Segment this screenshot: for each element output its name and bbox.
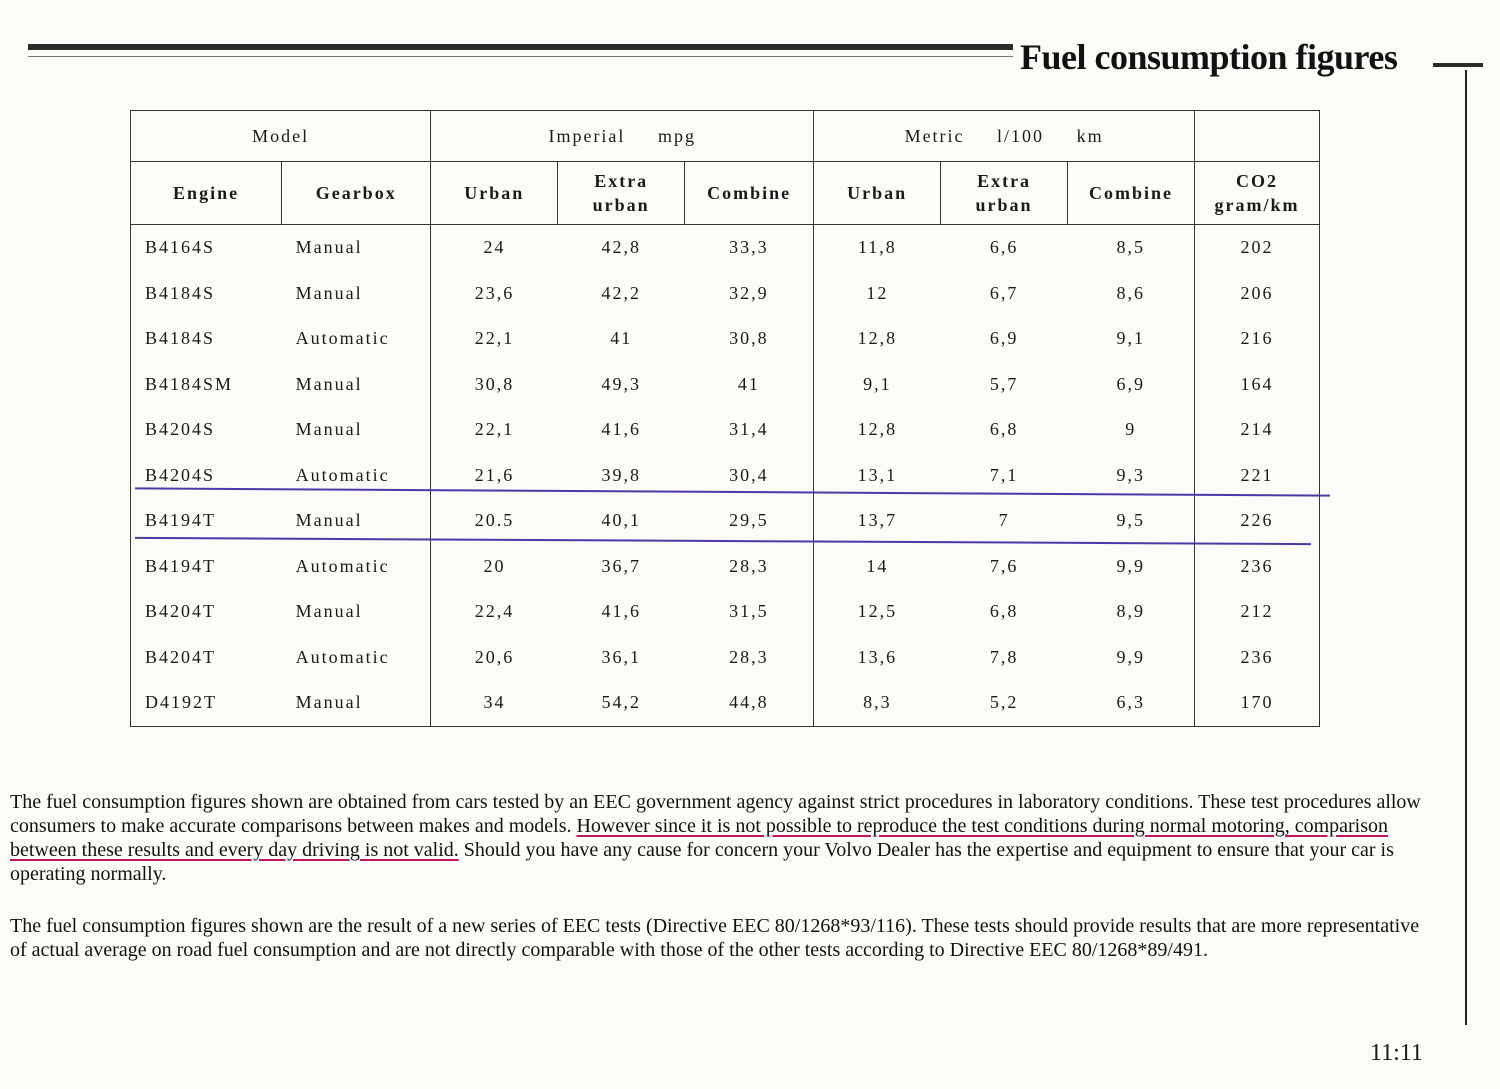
cell-metric-urban: 13,6 bbox=[814, 635, 941, 681]
cell-gearbox: Manual bbox=[295, 237, 363, 258]
cell-co2: 206 bbox=[1195, 271, 1320, 317]
cell-metric-extra-urban: 6,9 bbox=[989, 328, 1019, 349]
cell-imperial-extra-urban: 41,6 bbox=[601, 419, 641, 440]
page-title: Fuel consumption figures bbox=[1020, 37, 1398, 77]
imperial-urban-header: Urban bbox=[431, 162, 558, 225]
cell-imperial-urban: 30,8 bbox=[431, 362, 558, 408]
cell-gearbox: Manual bbox=[295, 419, 363, 440]
table-row bbox=[131, 407, 1320, 453]
cell-metric-extra-urban: 7,1 bbox=[989, 464, 1019, 485]
cell-co2: 170 bbox=[1195, 680, 1320, 726]
cell-metric-urban: 12,5 bbox=[814, 589, 941, 635]
cell-metric-urban: 8,3 bbox=[814, 680, 941, 726]
header-rule-thin bbox=[28, 56, 1013, 57]
cell-imperial-urban: 22,4 bbox=[431, 589, 558, 635]
cell-gearbox: Automatic bbox=[295, 555, 390, 576]
cell-imperial-combine: 31,4 bbox=[729, 419, 769, 440]
cell-engine: B4164S bbox=[131, 225, 282, 271]
table-row bbox=[131, 271, 1320, 317]
cell-metric-combine: 6,3 bbox=[1068, 680, 1195, 726]
cell-engine: D4192T bbox=[131, 680, 282, 726]
gearbox-header: Gearbox bbox=[282, 162, 431, 225]
cell-co2: 221 bbox=[1195, 453, 1320, 499]
cell-metric-extra-urban: 7,8 bbox=[989, 646, 1019, 667]
cell-gearbox: Automatic bbox=[295, 646, 390, 667]
cell-imperial-extra-urban: 36,1 bbox=[601, 646, 641, 667]
cell-metric-extra-urban: 6,7 bbox=[989, 282, 1019, 303]
table-row bbox=[131, 225, 1320, 271]
group-imperial-header: Imperial mpg bbox=[431, 111, 814, 162]
cell-gearbox: Automatic bbox=[295, 464, 390, 485]
cell-imperial-extra-urban: 40,1 bbox=[601, 510, 641, 531]
metric-combine-header: Combine bbox=[1068, 162, 1195, 225]
cell-imperial-urban: 20,6 bbox=[431, 635, 558, 681]
cell-metric-combine: 9,9 bbox=[1116, 555, 1146, 576]
cell-metric-extra-urban: 5,7 bbox=[989, 373, 1019, 394]
cell-imperial-urban: 20 bbox=[431, 544, 558, 590]
cell-imperial-urban: 34 bbox=[431, 680, 558, 726]
cell-metric-combine: 9,1 bbox=[1116, 328, 1146, 349]
cell-co2: 164 bbox=[1195, 362, 1320, 408]
cell-imperial-combine: 41 bbox=[737, 373, 760, 394]
cell-co2: 212 bbox=[1195, 589, 1320, 635]
imperial-extra-urban-header: Extra urban bbox=[558, 162, 685, 225]
cell-engine: B4204S bbox=[131, 407, 282, 453]
cell-metric-extra-urban: 7,6 bbox=[989, 555, 1019, 576]
header-rule bbox=[28, 44, 1013, 50]
cell-imperial-extra-urban: 41,6 bbox=[601, 601, 641, 622]
cell-gearbox: Manual bbox=[295, 282, 363, 303]
cell-imperial-urban: 20.5 bbox=[431, 498, 558, 544]
cell-engine: B4204S bbox=[131, 453, 282, 499]
imperial-combine-header: Combine bbox=[685, 162, 814, 225]
cell-co2: 236 bbox=[1195, 544, 1320, 590]
cell-imperial-combine: 29,5 bbox=[729, 510, 769, 531]
cell-imperial-extra-urban: 54,2 bbox=[558, 680, 685, 726]
cell-co2: 236 bbox=[1195, 635, 1320, 681]
fuel-table-body bbox=[131, 225, 1320, 727]
cell-metric-combine: 6,9 bbox=[1116, 373, 1146, 394]
cell-metric-urban: 12,8 bbox=[814, 407, 941, 453]
metric-extra-urban-header: Extra urban bbox=[941, 162, 1068, 225]
cell-imperial-urban: 23,6 bbox=[431, 271, 558, 317]
cell-gearbox: Manual bbox=[295, 510, 363, 531]
cell-metric-combine: 8,5 bbox=[1116, 237, 1146, 258]
cell-metric-combine: 8,6 bbox=[1116, 282, 1146, 303]
cell-imperial-combine: 30,8 bbox=[729, 328, 769, 349]
cell-gearbox: Manual bbox=[295, 373, 363, 394]
note-1-highlighted: However since it is not possible to reproduce the test conditions during normal motoring, comparison between these results and every day driving is not valid. bbox=[10, 815, 1388, 861]
group-model-header: Model bbox=[131, 111, 431, 162]
cell-imperial-combine: 31,5 bbox=[729, 601, 769, 622]
cell-imperial-urban: 21,6 bbox=[431, 453, 558, 499]
cell-imperial-urban: 22,1 bbox=[431, 316, 558, 362]
cell-metric-urban: 12 bbox=[814, 271, 941, 317]
note-1-part-b: Should you have any cause for concern your Volvo Dealer has the expertise and equipment to ensure that your car is operating normally. bbox=[10, 839, 1394, 885]
cell-imperial-extra-urban: 49,3 bbox=[601, 373, 641, 394]
cell-metric-urban: 13,7 bbox=[814, 498, 941, 544]
table-row bbox=[131, 544, 1320, 590]
cell-imperial-urban: 22,1 bbox=[431, 407, 558, 453]
cell-metric-extra-urban: 6,6 bbox=[989, 237, 1019, 258]
table-row bbox=[131, 362, 1320, 408]
cell-engine: B4184SM bbox=[131, 362, 282, 408]
cell-co2: 216 bbox=[1195, 316, 1320, 362]
table-row bbox=[131, 589, 1320, 635]
cell-co2: 214 bbox=[1195, 407, 1320, 453]
cell-engine: B4204T bbox=[131, 635, 282, 681]
cell-imperial-combine: 32,9 bbox=[729, 282, 769, 303]
cell-gearbox: Manual bbox=[282, 680, 431, 726]
cell-imperial-combine: 28,3 bbox=[729, 646, 769, 667]
cell-imperial-extra-urban: 36,7 bbox=[601, 555, 641, 576]
cell-metric-combine: 9 bbox=[1125, 419, 1137, 440]
metric-urban-header: Urban bbox=[814, 162, 941, 225]
note-paragraph-1 bbox=[10, 790, 1430, 886]
cell-imperial-extra-urban: 39,8 bbox=[601, 464, 641, 485]
cell-imperial-combine: 44,8 bbox=[685, 680, 814, 726]
cell-imperial-extra-urban: 42,8 bbox=[601, 237, 641, 258]
co2-header: CO2 gram/km bbox=[1195, 162, 1320, 225]
cell-metric-urban: 11,8 bbox=[814, 225, 941, 271]
cell-engine: B4204T bbox=[131, 589, 282, 635]
table-row bbox=[131, 680, 1320, 726]
cell-co2: 202 bbox=[1195, 225, 1320, 271]
group-metric-header: Metric l/100 km bbox=[814, 111, 1195, 162]
cell-imperial-urban: 24 bbox=[431, 225, 558, 271]
cell-metric-urban: 14 bbox=[814, 544, 941, 590]
cell-metric-combine: 8,9 bbox=[1116, 601, 1146, 622]
table-row bbox=[131, 635, 1320, 681]
note-1-part-a: The fuel consumption figures shown are obtained from cars tested by an EEC government agency against strict procedures in laboratory conditions. These test procedures allow consumers to make accurate comparisons between makes and models. bbox=[10, 791, 1421, 837]
cell-imperial-extra-urban: 42,2 bbox=[601, 282, 641, 303]
cell-metric-urban: 12,8 bbox=[814, 316, 941, 362]
engine-header: Engine bbox=[131, 162, 282, 225]
cell-metric-urban: 13,1 bbox=[814, 453, 941, 499]
cell-metric-combine: 9,3 bbox=[1116, 464, 1146, 485]
cell-imperial-combine: 33,3 bbox=[729, 237, 769, 258]
cell-metric-extra-urban: 6,8 bbox=[989, 419, 1019, 440]
cell-engine: B4194T bbox=[131, 498, 282, 544]
cell-metric-combine: 9,9 bbox=[1116, 646, 1146, 667]
table-row bbox=[131, 498, 1320, 544]
cell-gearbox: Manual bbox=[295, 601, 363, 622]
cell-imperial-extra-urban: 41 bbox=[610, 328, 633, 349]
cell-metric-combine: 9,5 bbox=[1116, 510, 1146, 531]
fuel-consumption-table bbox=[130, 110, 1320, 727]
cell-metric-extra-urban: 7 bbox=[998, 510, 1010, 531]
page-edge bbox=[1465, 70, 1467, 1025]
cell-engine: B4184S bbox=[131, 271, 282, 317]
cell-metric-extra-urban: 6,8 bbox=[989, 601, 1019, 622]
cell-imperial-combine: 28,3 bbox=[729, 555, 769, 576]
cell-co2: 226 bbox=[1195, 498, 1320, 544]
cell-gearbox: Automatic bbox=[295, 328, 390, 349]
group-co2-header bbox=[1195, 111, 1320, 162]
page-number: 11:11 bbox=[1370, 1040, 1423, 1066]
cell-engine: B4194T bbox=[131, 544, 282, 590]
note-paragraph-2: The fuel consumption figures shown are the result of a new series of EEC tests (Directive EEC 80/1268*93/116). These tests should provide results that are more representative of actual average on road fuel consumption and are not directly comparable with those of the other tests according to Directive EEC 80/1268*89/491. bbox=[10, 915, 1420, 961]
cell-engine: B4184S bbox=[131, 316, 282, 362]
table-row bbox=[131, 316, 1320, 362]
cell-imperial-combine: 30,4 bbox=[729, 464, 769, 485]
cell-metric-urban: 9,1 bbox=[814, 362, 941, 408]
header-rule-right bbox=[1433, 63, 1483, 67]
cell-metric-extra-urban: 5,2 bbox=[941, 680, 1068, 726]
